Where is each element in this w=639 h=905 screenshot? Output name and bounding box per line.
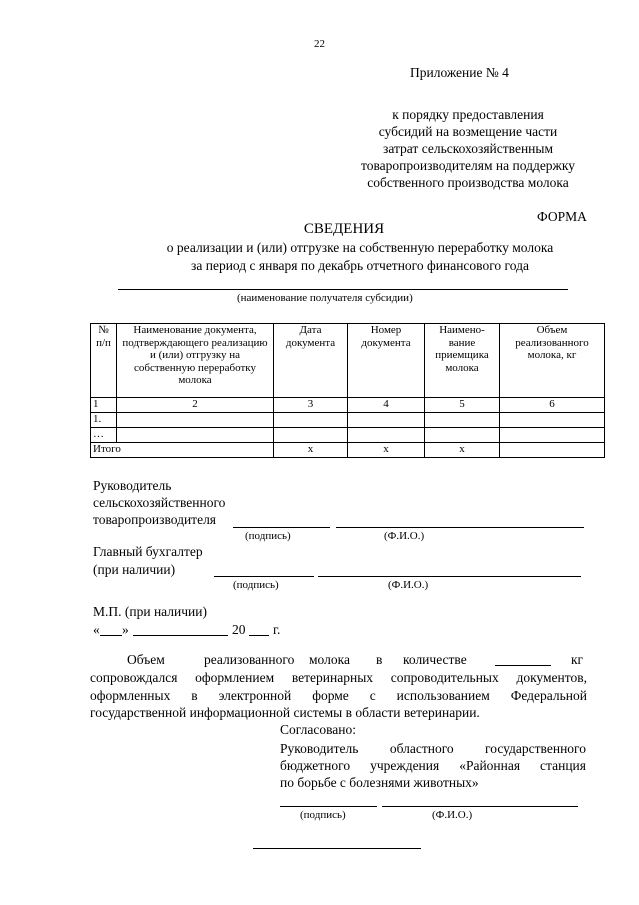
table-cell[interactable]: [117, 413, 274, 428]
date-year-prefix: 20: [232, 622, 246, 637]
head-title-line3: товаропроизводителя: [93, 512, 217, 527]
table-cell[interactable]: [500, 428, 605, 443]
paragraph-word: Объем: [127, 652, 165, 667]
paragraph-line: государственной информационной системы в области ветеринарии.: [90, 705, 480, 720]
form-label: ФОРМА: [537, 209, 587, 224]
table-row: [91, 428, 605, 443]
date-day-field[interactable]: [100, 635, 122, 636]
heading-line1: о реализации и (или) отгрузке на собственную переработку молока: [166, 240, 554, 255]
head-fio-line[interactable]: [336, 527, 584, 528]
table-cell: 1.: [91, 413, 117, 428]
table-cell[interactable]: [500, 413, 605, 428]
paragraph-line: сопровождался оформлением ветеринарных сопроводительных документов,: [90, 670, 587, 685]
total-row: [91, 443, 605, 458]
paragraph-line: оформленных в электронной форме с использованием Федеральной: [90, 688, 587, 703]
approval-fio-caption: (Ф.И.О.): [432, 809, 473, 821]
table-cell: …: [91, 428, 117, 443]
approval-line: по борьбе с болезнями животных»: [280, 775, 479, 790]
table-header-row: [91, 324, 605, 398]
approval-signature-line[interactable]: [280, 806, 377, 807]
table-row: [91, 413, 605, 428]
accountant-signature-caption: (подпись): [233, 579, 279, 591]
recipient-line[interactable]: [118, 289, 568, 290]
paragraph-word: в: [376, 652, 383, 667]
column-number: 6: [500, 398, 605, 413]
stamp-note: М.П. (при наличии): [93, 604, 207, 619]
head-title-line2: сельскохозяйственного: [93, 495, 226, 510]
col-header-document: Наименование документа, подтверждающего реализацию и (или) отгрузку на собственную переработку молока: [117, 324, 274, 398]
column-number: 2: [117, 398, 274, 413]
footer-divider: [253, 848, 421, 849]
approval-line: Руководитель областного государственного: [280, 741, 586, 756]
approval-fio-line[interactable]: [382, 806, 578, 807]
date-close-quote: »: [122, 622, 129, 637]
col-header-doc-number: Номер документа: [348, 324, 425, 398]
table-cell[interactable]: [425, 428, 500, 443]
form-heading: СВЕДЕНИЯ: [303, 221, 385, 237]
paragraph-word: молока: [309, 652, 350, 667]
col-header-date: Дата документа: [274, 324, 348, 398]
appendix-line: собственного производства молока: [367, 175, 569, 190]
page-number: 22: [314, 38, 325, 50]
table-cell[interactable]: [274, 413, 348, 428]
date-year-field[interactable]: [249, 635, 269, 636]
heading-line2: за период с января по декабрь отчетного финансового года: [191, 258, 529, 273]
total-cell: х: [348, 443, 425, 458]
paragraph-word: количестве: [403, 652, 467, 667]
head-signature-caption: (подпись): [245, 530, 291, 542]
table-cell[interactable]: [348, 428, 425, 443]
accountant-title-line2: (при наличии): [93, 562, 176, 577]
col-header-number: № п/п: [91, 324, 117, 398]
approval-label: Согласовано:: [280, 722, 356, 737]
total-cell: х: [425, 443, 500, 458]
col-header-volume: Объем реализованного молока, кг: [500, 324, 605, 398]
documents-table: [90, 323, 605, 458]
date-month-field[interactable]: [133, 635, 228, 636]
approval-signature-caption: (подпись): [300, 809, 346, 821]
accountant-signature-line[interactable]: [214, 576, 314, 577]
column-number: 1: [91, 398, 117, 413]
quantity-field[interactable]: [495, 665, 551, 666]
table-cell[interactable]: [274, 428, 348, 443]
approval-line: бюджетного учреждения «Районная станция: [280, 758, 586, 773]
appendix-text: [318, 106, 618, 191]
accountant-fio-line[interactable]: [318, 576, 581, 577]
column-number: 5: [425, 398, 500, 413]
table-cell[interactable]: [117, 428, 274, 443]
total-cell[interactable]: [500, 443, 605, 458]
total-cell: х: [274, 443, 348, 458]
appendix-line: субсидий на возмещение части: [378, 124, 558, 139]
total-label: Итого: [91, 443, 274, 458]
head-signature-line[interactable]: [233, 527, 330, 528]
appendix-line: затрат сельскохозяйственным: [382, 141, 554, 156]
column-number: 3: [274, 398, 348, 413]
date-suffix: г.: [273, 622, 281, 637]
table-cell[interactable]: [425, 413, 500, 428]
col-header-receiver: Наимено-вание приемщика молока: [425, 324, 500, 398]
quantity-unit: кг: [571, 652, 584, 667]
accountant-title-line1: Главный бухгалтер: [93, 544, 203, 559]
paragraph-word: реализованного: [204, 652, 295, 667]
appendix-title: Приложение № 4: [410, 65, 509, 80]
accountant-fio-caption: (Ф.И.О.): [388, 579, 429, 591]
table-cell[interactable]: [348, 413, 425, 428]
appendix-line: товаропроизводителям на поддержку: [360, 158, 576, 173]
head-title-line1: Руководитель: [93, 478, 172, 493]
column-number: 4: [348, 398, 425, 413]
recipient-caption: (наименование получателя субсидии): [237, 292, 413, 304]
column-number-row: [91, 398, 605, 413]
appendix-line: к порядку предоставления: [392, 107, 544, 122]
head-fio-caption: (Ф.И.О.): [384, 530, 425, 542]
date-open-quote: «: [93, 622, 100, 637]
